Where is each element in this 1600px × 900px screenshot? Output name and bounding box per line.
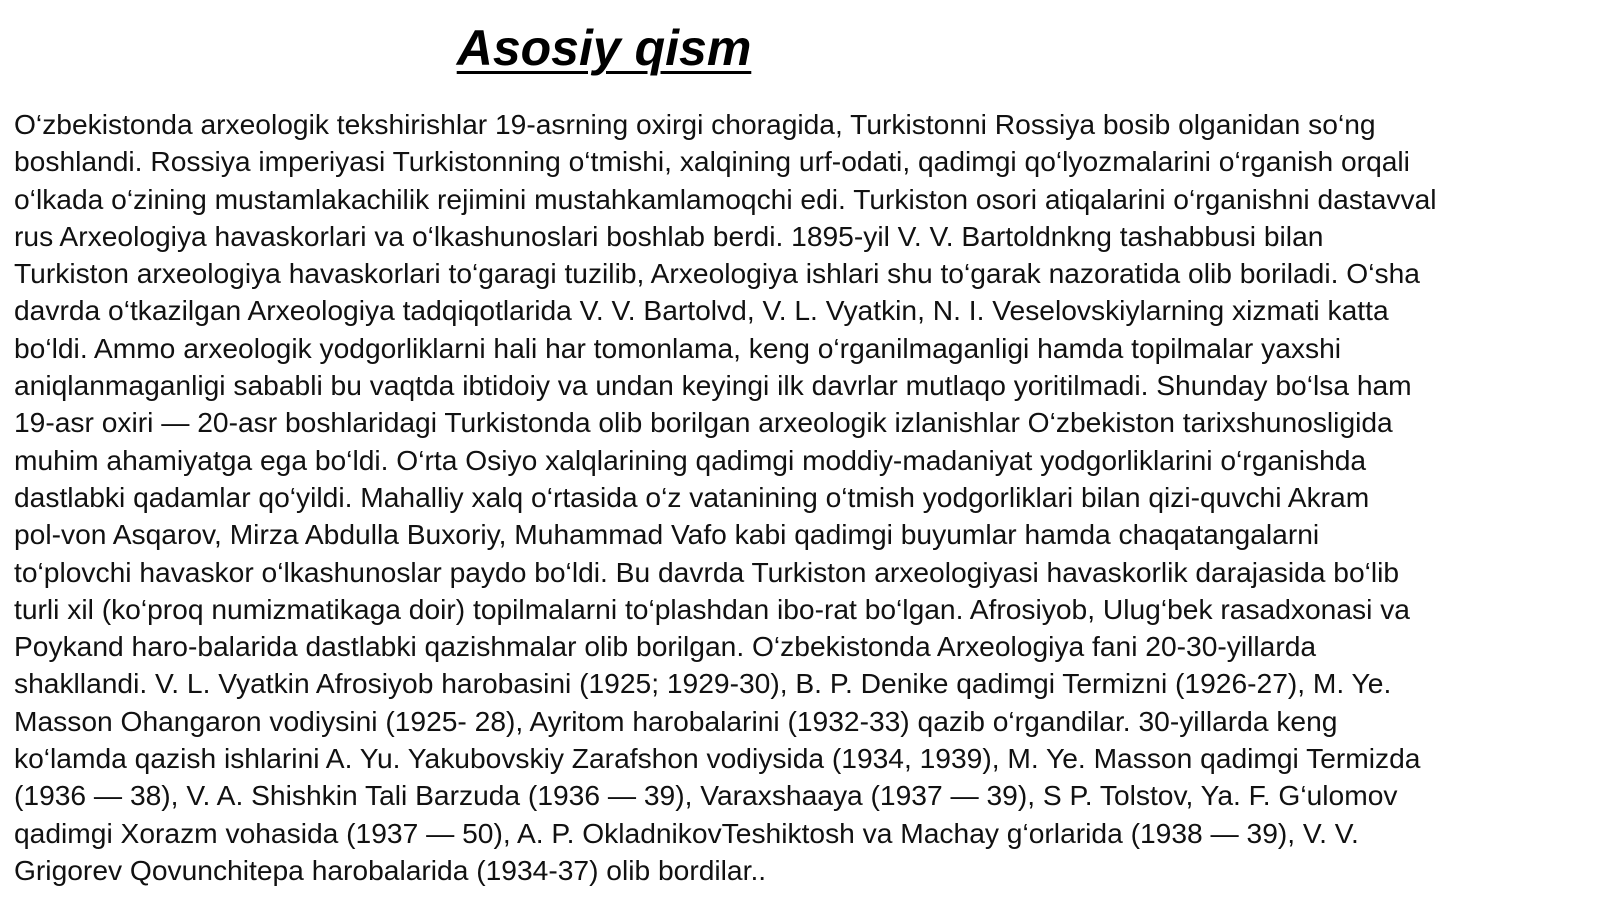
- body-line: bo‘ldi. Ammo arxeologik yodgorliklarni hali har tomonlama, keng o‘rganilmaganligi hamda topilmalar yaxshi: [14, 331, 1342, 364]
- body-line: davrda o‘tkazilgan Arxeologiya tadqiqotlarida V. V. Bartolvd, V. L. Vyatkin, N. I. Veselovskiylarning xizmati katta: [14, 294, 1389, 327]
- body-line: 19-asr oxiri — 20-asr boshlaridagi Turkistonda olib borilgan arxeologik izlanishlar O‘zbekiston tarixshunosligida: [14, 406, 1393, 439]
- body-line: rus Arxeologiya havaskorlari va o‘lkashunoslari boshlab berdi. 1895-yil V. V. Bartoldnkng tashabbusi bilan: [14, 219, 1324, 252]
- body-line: Poykand haro-balarida dastlabki qazishmalar olib borilgan. O‘zbekistonda Arxeologiya fani 20-30-yillarda: [14, 630, 1317, 663]
- body-line: pol-von Asqarov, Mirza Abdulla Buxoriy, Muhammad Vafo kabi qadimgi buyumlar hamda chaqatangalarni: [14, 518, 1320, 551]
- body-line: to‘plovchi havaskor o‘lkashunoslar paydo bo‘ldi. Bu davrda Turkiston arxeologiyasi havaskorlik darajasida bo‘lib: [14, 555, 1400, 588]
- body-line: o‘lkada o‘zining mustamlakachilik rejimini mustahkamlamoqchi edi. Turkiston osori atiqalarini o‘rganishni dastavval: [14, 182, 1437, 215]
- body-line: (1936 — 38), V. A. Shishkin Tali Barzuda (1936 — 39), Varaxshaaya (1937 — 39), S P. Tolstov, Ya. F. G‘ulomov: [14, 779, 1398, 812]
- body-line: Grigorev Qovunchitepa harobalarida (1934-37) olib bordilar..: [14, 853, 767, 886]
- body-paragraph: [14, 106, 1590, 889]
- body-line: muhim ahamiyatga ega bo‘ldi. O‘rta Osiyo xalqlarining qadimgi moddiy-madaniyat yodgorliklarini o‘rganishda: [14, 443, 1367, 476]
- body-line: qadimgi Xorazm vohasida (1937 — 50), A. P. OkladnikovTeshiktosh va Machay g‘orlarida (1938 — 39), V. V.: [14, 816, 1359, 849]
- page-title: Asosiy qism: [456, 20, 752, 76]
- body-line: dastlabki qadamlar qo‘yildi. Mahalliy xalq o‘rtasida o‘z vatanining o‘tmish yodgorliklari bilan qizi-quvchi Akram: [14, 480, 1370, 513]
- body-line: Masson Ohangaron vodiysini (1925- 28), Ayritom harobalarini (1932-33) qazib o‘rgandilar. 30-yillarda keng: [14, 704, 1338, 737]
- body-line: O‘zbekistonda arxeologik tekshirishlar 19-asrning oxirgi choragida, Turkistonni Rossiya bosib olganidan so‘ng: [14, 108, 1376, 140]
- body-line: turli xil (ko‘proq numizmatikaga doir) topilmalarni to‘plashdan ibo-rat bo‘lgan. Afrosiyob, Ulug‘bek rasadxonasi va: [14, 592, 1410, 625]
- body-line: ko‘lamda qazish ishlarini A. Yu. Yakubovskiy Zarafshon vodiysida (1934, 1939), M. Ye. Masson qadimgi Termizda: [14, 742, 1421, 775]
- body-line: shakllandi. V. L. Vyatkin Afrosiyob harobasini (1925; 1929-30), B. P. Denike qadimgi Termizni (1926-27), M. Ye.: [14, 667, 1392, 700]
- body-line: aniqlanmaganligi sababli bu vaqtda ibtidoiy va undan keyingi ilk davrlar mutlaqo yoritilmadi. Shunday bo‘lsa ham: [14, 369, 1412, 402]
- body-line: boshlandi. Rossiya imperiyasi Turkistonning o‘tmishi, xalqining urf-odati, qadimgi qo‘lyozmalarini o‘rganish orqali: [14, 145, 1410, 178]
- body-line: Turkiston arxeologiya havaskorlari to‘garagi tuzilib, Arxeologiya ishlari shu to‘garak nazoratida olib boriladi. O‘sha: [14, 257, 1420, 290]
